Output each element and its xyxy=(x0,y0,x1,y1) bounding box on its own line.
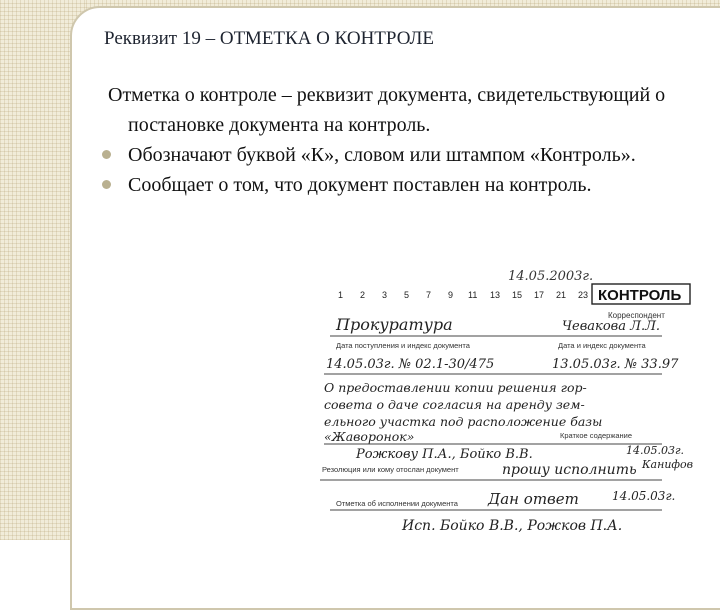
received-value: 14.05.03г. № 02.1-30/475 xyxy=(326,357,495,372)
number-cell: 1 xyxy=(338,290,344,300)
execution-value: Дан ответ xyxy=(488,490,579,508)
execution-date: 14.05.03г. xyxy=(612,489,676,503)
number-cell: 3 xyxy=(382,290,388,300)
doc-date-label: Дата и индекс документа xyxy=(558,341,646,350)
slide-title: Реквизит 19 – ОТМЕТКА О КОНТРОЛЕ xyxy=(104,28,434,49)
number-cell: 15 xyxy=(512,290,523,300)
summary-line: О предоставлении копии решения гор- xyxy=(324,380,587,395)
slide-content xyxy=(108,80,668,200)
stamp-label: КОНТРОЛЬ xyxy=(598,287,682,304)
summary-label: Краткое содержание xyxy=(560,431,633,440)
number-cell: 2 xyxy=(360,290,366,300)
number-cell: 17 xyxy=(534,290,545,300)
number-cell: 21 xyxy=(556,290,567,300)
number-cell: 13 xyxy=(490,290,501,300)
correspondent-label: Корреспондент xyxy=(608,311,665,320)
bullet-item: Сообщает о том, что документ поставлен на контроль. xyxy=(108,170,668,200)
resolution-date: 14.05.03г. xyxy=(626,444,685,457)
resolution-label: Резолюция или кому отослан документ xyxy=(322,465,459,474)
stamp-date: 14.05.2003г. xyxy=(508,269,594,284)
correspondent-value: Прокуратура xyxy=(336,315,453,334)
doc-date-value: 13.05.03г. № 33.97 xyxy=(552,357,679,372)
received-label: Дата поступления и индекс документа xyxy=(336,341,470,350)
number-cell: 7 xyxy=(426,290,432,300)
control-form-image xyxy=(316,262,700,538)
number-row xyxy=(338,290,588,300)
resolution-note: прошу исполнить xyxy=(502,462,637,478)
summary-line: совета о даче согласия на аренду зем- xyxy=(324,397,585,412)
bullet-item: Обозначают буквой «К», словом или штампом «Контроль». xyxy=(108,140,668,170)
resolution-value: Рожкову П.А., Бойко В.В. xyxy=(356,447,533,462)
execution-label: Отметка об исполнении документа xyxy=(336,499,458,508)
number-cell: 5 xyxy=(404,290,410,300)
number-cell: 11 xyxy=(468,290,478,300)
summary-line: «Жаворонок» xyxy=(324,429,415,444)
summary-line: ельного участка под расположение базы xyxy=(324,414,603,429)
number-cell: 9 xyxy=(448,290,454,300)
resolution-signature: Канифов xyxy=(642,458,694,471)
executors: Исп. Бойко В.В., Рожков П.А. xyxy=(402,518,623,534)
number-cell: 23 xyxy=(578,290,589,300)
definition-paragraph: Отметка о контроле – реквизит документа, свидетельствующий о постановке документа на контроль. xyxy=(108,84,666,136)
signature-name: Чевакова Л.Л. xyxy=(562,319,661,334)
